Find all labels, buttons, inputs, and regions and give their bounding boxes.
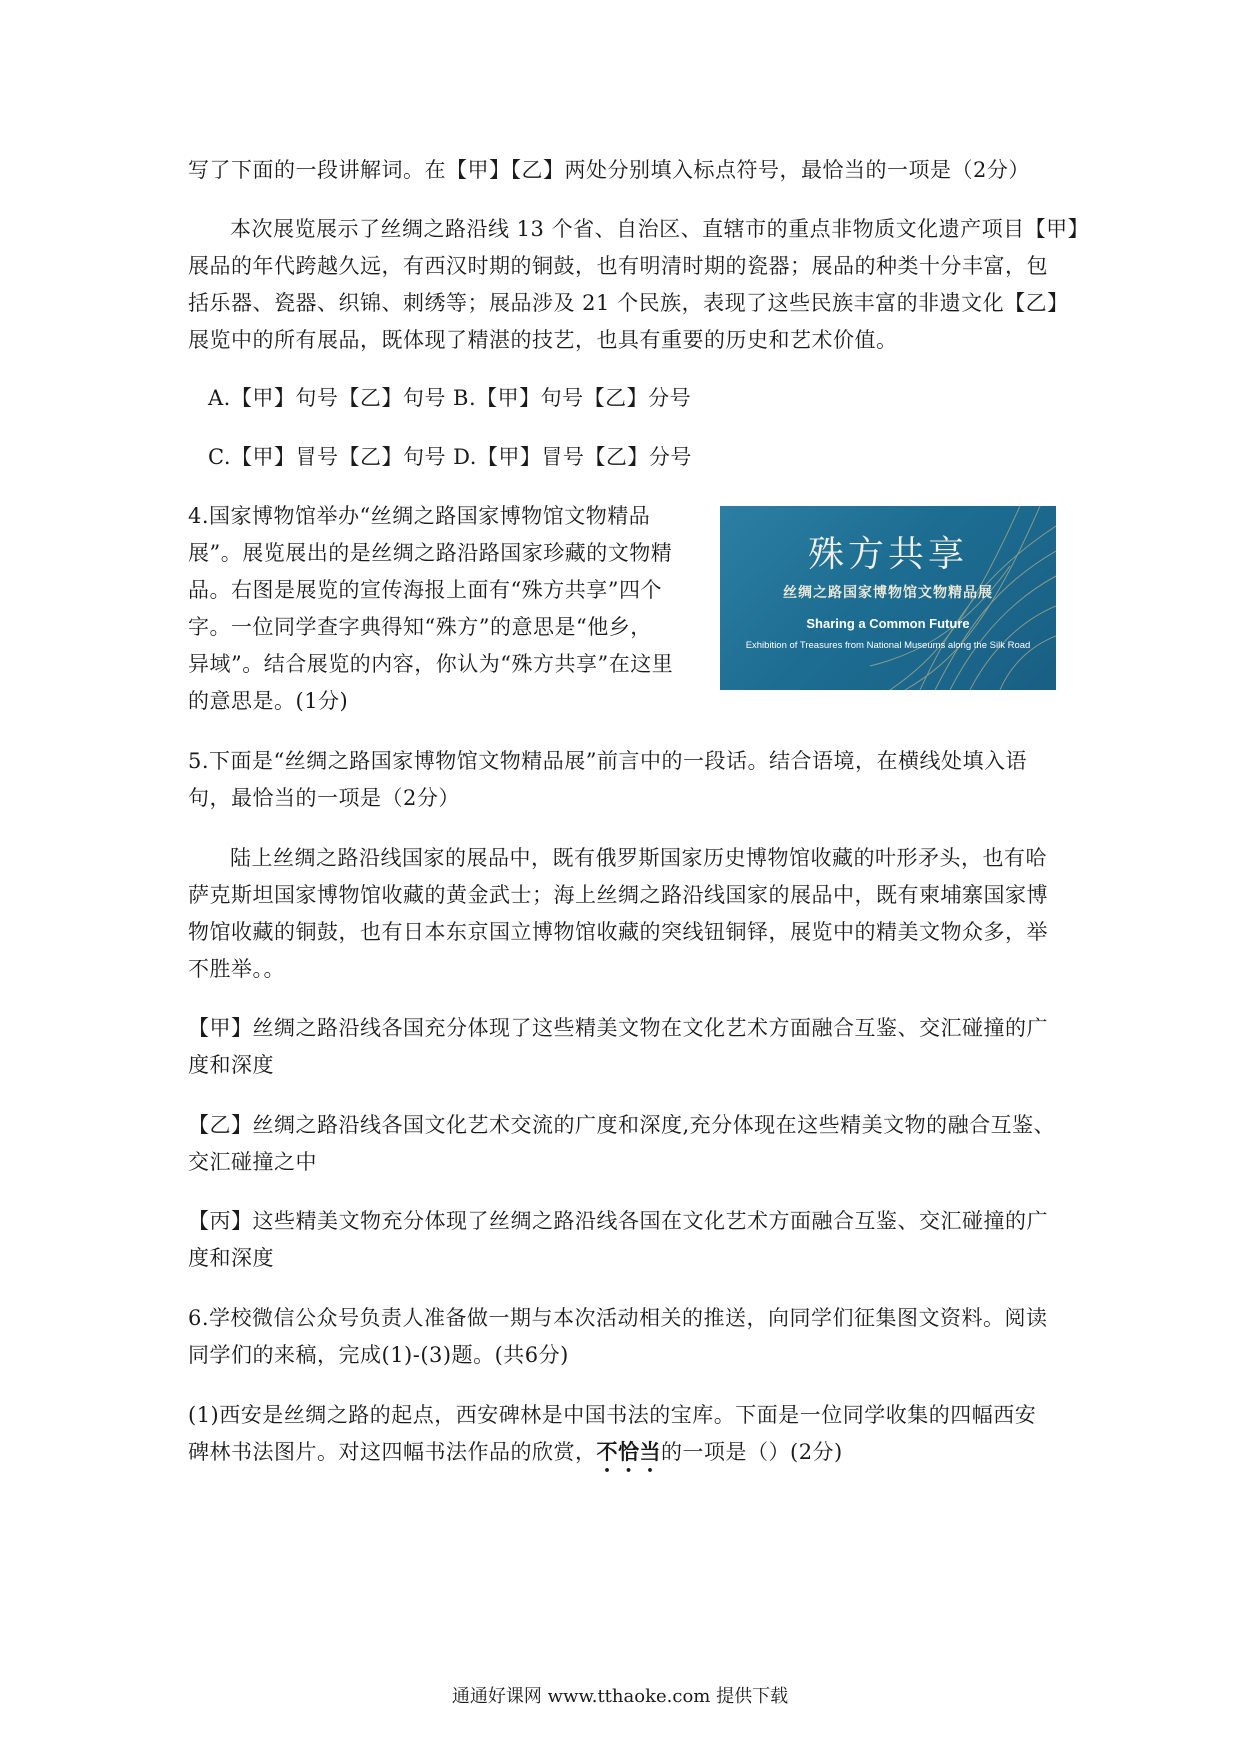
- q4-line-5: 异域”。结合展览的内容，你认为“殊方共享”在这里: [188, 652, 674, 676]
- q5-passage-line-1: 陆上丝绸之路沿线国家的展品中，既有俄罗斯国家历史博物馆收藏的叶形矛头，也有哈: [230, 846, 1047, 870]
- q4-line-4: 字。一位同学查字典得知“殊方”的意思是“他乡，: [188, 615, 652, 639]
- q6-1-text-before: 碑林书法图片。对这四幅书法作品的欣赏，: [188, 1440, 597, 1464]
- q3-passage-line-3: 括乐器、瓷器、织锦、刺绣等；展品涉及 21 个民族，表现了这些民族丰富的非遗文化【乙】: [188, 291, 1069, 315]
- q3-passage-line-4: 展览中的所有展品，既体现了精湛的技艺，也具有重要的历史和艺术价值。: [188, 328, 898, 352]
- q5-option-bing-line-1: 【丙】这些精美文物充分体现了丝绸之路沿线各国在文化艺术方面融合互鉴、交汇碰撞的广: [188, 1209, 1048, 1233]
- q5-option-bing-line-2: 度和深度: [188, 1246, 274, 1270]
- poster-title: 殊方共享: [807, 534, 968, 575]
- q6-1-line-2: [188, 1437, 843, 1477]
- q6-1-text-after: 的一项是（）(2分): [661, 1440, 843, 1464]
- q3-options-cd: C.【甲】冒号【乙】句号 D.【甲】冒号【乙】分号: [208, 445, 692, 469]
- poster-english-title: Sharing a Common Future: [806, 616, 970, 631]
- q5-passage-line-4: 不胜举。。: [188, 957, 285, 981]
- q6-1-emphasis-text: 不恰当: [596, 1439, 661, 1464]
- q5-option-yi-line-1: 【乙】丝绸之路沿线各国文化艺术交流的广度和深度,充分体现在这些精美文物的融合互鉴、: [188, 1113, 1056, 1137]
- q5-option-jia-line-1: 【甲】丝绸之路沿线各国充分体现了这些精美文物在文化艺术方面融合互鉴、交汇碰撞的广: [188, 1016, 1048, 1040]
- q4-line-3: 品。右图是展览的宣传海报上面有“殊方共享”四个: [188, 578, 662, 602]
- q6-prompt-line-2: 同学们的来稿，完成(1)-(3)题。(共6分): [188, 1343, 569, 1367]
- q4-line-1: 4.国家博物馆举办“丝绸之路国家博物馆文物精品: [188, 504, 651, 528]
- q5-option-jia-line-2: 度和深度: [188, 1053, 274, 1077]
- q4-line-6: 的意思是。(1分): [188, 689, 349, 713]
- q5-passage-line-3: 物馆收藏的铜鼓，也有日本东京国立博物馆收藏的突线钮铜铎，展览中的精美文物众多，举: [188, 920, 1048, 944]
- q3-prompt: 写了下面的一段讲解词。在【甲】【乙】两处分别填入标点符号，最恰当的一项是（2分）: [188, 158, 1030, 182]
- q3-options-ab: A.【甲】句号【乙】句号 B.【甲】句号【乙】分号: [208, 386, 692, 410]
- poster-english-subtitle: Exhibition of Treasures from National Museums along the Silk Road: [745, 640, 1031, 651]
- q5-passage-line-2: 萨克斯坦国家博物馆收藏的黄金武士；海上丝绸之路沿线国家的展品中，既有柬埔寨国家博: [188, 883, 1048, 907]
- poster-subtitle: 丝绸之路国家博物馆文物精品展: [783, 585, 993, 601]
- q4-line-2: 展”。展览展出的是丝绸之路沿路国家珍藏的文物精: [188, 541, 673, 565]
- q6-prompt-line-1: 6.学校微信公众号负责人准备做一期与本次活动相关的推送，向同学们征集图文资料。阅读: [188, 1306, 1048, 1330]
- q5-option-yi-line-2: 交汇碰撞之中: [188, 1150, 317, 1174]
- q3-passage-line-2: 展品的年代跨越久远，有西汉时期的铜鼓，也有明清时期的瓷器；展品的种类十分丰富，包: [188, 254, 1048, 278]
- q6-1-line-1: (1)西安是丝绸之路的起点，西安碑林是中国书法的宝库。下面是一位同学收集的四幅西安: [188, 1403, 1037, 1427]
- q5-prompt-line-2: 句，最恰当的一项是（2分）: [188, 786, 460, 810]
- q3-passage-line-1: 本次展览展示了丝绸之路沿线 13 个省、自治区、直辖市的重点非物质文化遗产项目【甲】: [230, 217, 1090, 241]
- q5-prompt-line-1: 5.下面是“丝绸之路国家博物馆文物精品展”前言中的一段话。结合语境，在横线处填入语: [188, 749, 1028, 773]
- page-footer: 通通好课网 www.tthaoke.com 提供下载: [451, 1686, 789, 1707]
- exhibition-poster-image: [720, 506, 1056, 690]
